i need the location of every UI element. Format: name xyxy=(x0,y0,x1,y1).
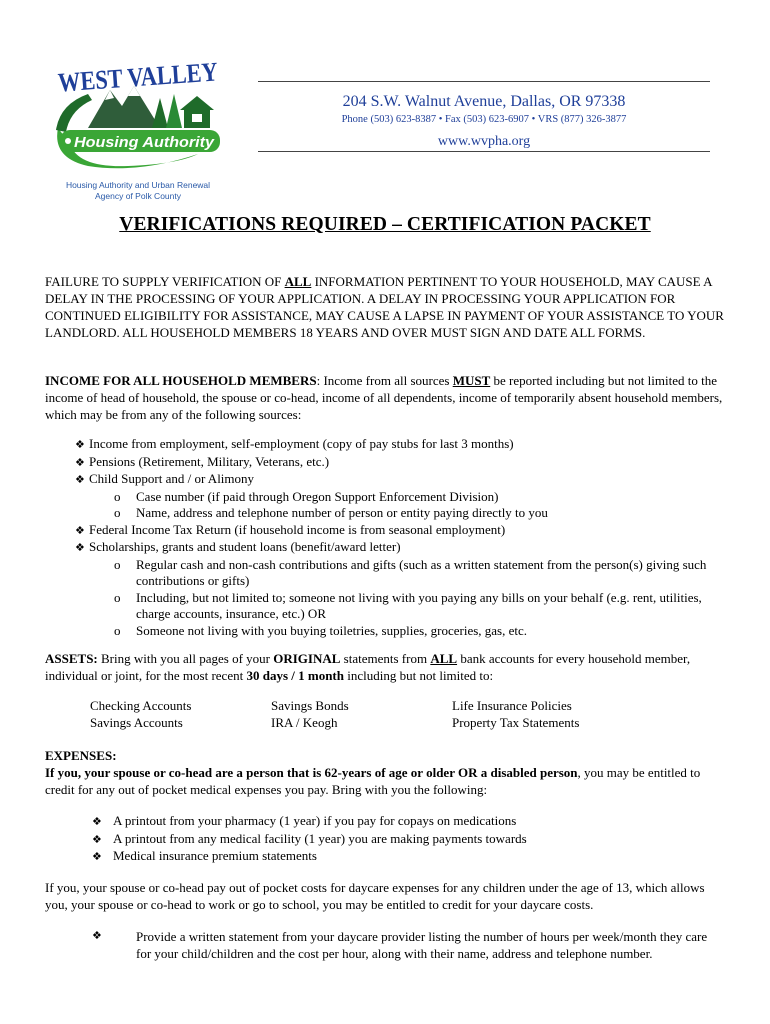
daycare-paragraph: If you, your spouse or co-head pay out of pocket costs for daycare expenses for any children under the age of 13, which allows you, your spouse or co-head to work or go to school, you may be entitled to credit for your daycare costs. xyxy=(45,880,705,912)
circle-bullet-icon: o xyxy=(114,622,121,638)
header-rule-top xyxy=(258,81,710,82)
diamond-bullet-icon: ❖ xyxy=(92,832,102,846)
asset-column-1: Checking Accounts Savings Accounts xyxy=(90,698,192,730)
failure-warning: FAILURE TO SUPPLY VERIFICATION OF ALL INFORMATION PERTINENT TO YOUR HOUSEHOLD, MAY CAUSE A DELAY IN THE PROCESSING OF YOUR APPLICATION. A DELAY IN PROCESSING YOUR APPLICATION FOR CONTINUED ELIGIBILITY FOR ASSISTANCE, MAY CAUSE A LAPSE IN PAYMENT OF YOUR ASSISTANCE TO YOUR LANDLORD. ALL HOUSEHOLD MEMBERS 18 YEARS AND OVER MUST SIGN AND DATE ALL FORMS. xyxy=(45,274,724,340)
list-subitem: o Including, but not limited to; someone not living with you paying any bills on your behalf (e.g. rent, utilities, charge accounts, insurance, etc.) OR xyxy=(114,589,702,621)
circle-bullet-icon: o xyxy=(114,589,121,605)
diamond-bullet-icon: ❖ xyxy=(92,929,102,942)
expenses-intro: If you, your spouse or co-head are a person that is 62-years of age or older OR a disabled person, you may be entitled to credit for any out of pocket medical expenses you pay. Bring with you the following: xyxy=(45,765,701,797)
diamond-bullet-icon: ❖ xyxy=(92,850,102,863)
list-item: ❖ A printout from any medical facility (1 year) you are making payments towards xyxy=(92,831,722,849)
expenses-heading: EXPENSES: xyxy=(45,748,117,763)
diamond-bullet-icon: ❖ xyxy=(92,815,102,828)
logo-subtitle: Housing Authority xyxy=(74,134,215,151)
list-item: ❖ Medical insurance premium statements xyxy=(92,848,722,866)
list-item: ❖ Pensions (Retirement, Military, Veterans, etc.) xyxy=(75,454,725,472)
page-title: VERIFICATIONS REQUIRED – CERTIFICATION PACKET xyxy=(119,214,651,235)
diamond-bullet-icon: ❖ xyxy=(75,438,85,451)
assets-intro: ASSETS: Bring with you all pages of your ORIGINAL statements from ALL bank accounts for every household member, individual or joint, for the most recent 30 days / 1 month including but not limited to: xyxy=(45,651,691,683)
list-subitem: o Regular cash and non-cash contributions and gifts (such as a written statement from the person(s) giving such contributions or gifts) xyxy=(114,556,707,588)
circle-bullet-icon: o xyxy=(114,556,121,572)
list-item: ❖ Scholarships, grants and student loans (benefit/award letter) xyxy=(75,539,725,557)
diamond-bullet-icon: ❖ xyxy=(75,455,85,469)
header-rule-bottom xyxy=(258,151,710,152)
list-subitem: o Someone not living with you buying toiletries, supplies, groceries, gas, etc. xyxy=(114,622,528,638)
agency-caption: Housing Authority and Urban Renewal Agency of Polk County xyxy=(65,180,211,201)
diamond-bullet-icon: ❖ xyxy=(75,473,85,486)
circle-bullet-icon: o xyxy=(114,488,121,504)
office-address: 204 S.W. Walnut Avenue, Dallas, OR 97338 xyxy=(342,93,626,110)
daycare-item: ❖ Provide a written statement from your daycare provider listing the number of hours per week/month they care for your child/children and the cost per hour, along with their name, address and telephone number. xyxy=(92,929,708,961)
west-valley-logo xyxy=(48,50,252,180)
list-item: ❖ A printout from your pharmacy (1 year) if you pay for copays on medications xyxy=(92,813,722,831)
logo-title: WEST VALLEY xyxy=(56,54,252,98)
income-intro: INCOME FOR ALL HOUSEHOLD MEMBERS: Income from all sources MUST be reported including but not limited to the income of head of household, the spouse or co-head, income of all dependents, income of temporarily absent household members, which may be from any of the following sources: xyxy=(45,373,723,422)
list-subitem: o Case number (if paid through Oregon Support Enforcement Division) xyxy=(114,488,499,504)
list-item: ❖ Federal Income Tax Return (if household income is from seasonal employment) xyxy=(75,522,725,540)
list-item: ❖ Child Support and / or Alimony xyxy=(75,471,725,489)
list-subitem: o Name, address and telephone number of person or entity paying directly to you xyxy=(114,505,548,520)
circle-bullet-icon: o xyxy=(114,505,121,520)
list-item: ❖ Income from employment, self-employment (copy of pay stubs for last 3 months) xyxy=(75,436,725,454)
asset-column-3: Life Insurance Policies Property Tax Statements xyxy=(452,698,580,730)
medical-list xyxy=(92,813,722,866)
asset-column-2: Savings Bonds IRA / Keogh xyxy=(271,698,349,730)
diamond-bullet-icon: ❖ xyxy=(75,523,85,537)
contact-numbers: Phone (503) 623-8387 • Fax (503) 623-6907 • VRS (877) 326-3877 xyxy=(341,114,627,125)
income-list xyxy=(75,436,725,639)
website-link[interactable]: www.wvpha.org xyxy=(437,134,531,149)
diamond-bullet-icon: ❖ xyxy=(75,541,85,554)
